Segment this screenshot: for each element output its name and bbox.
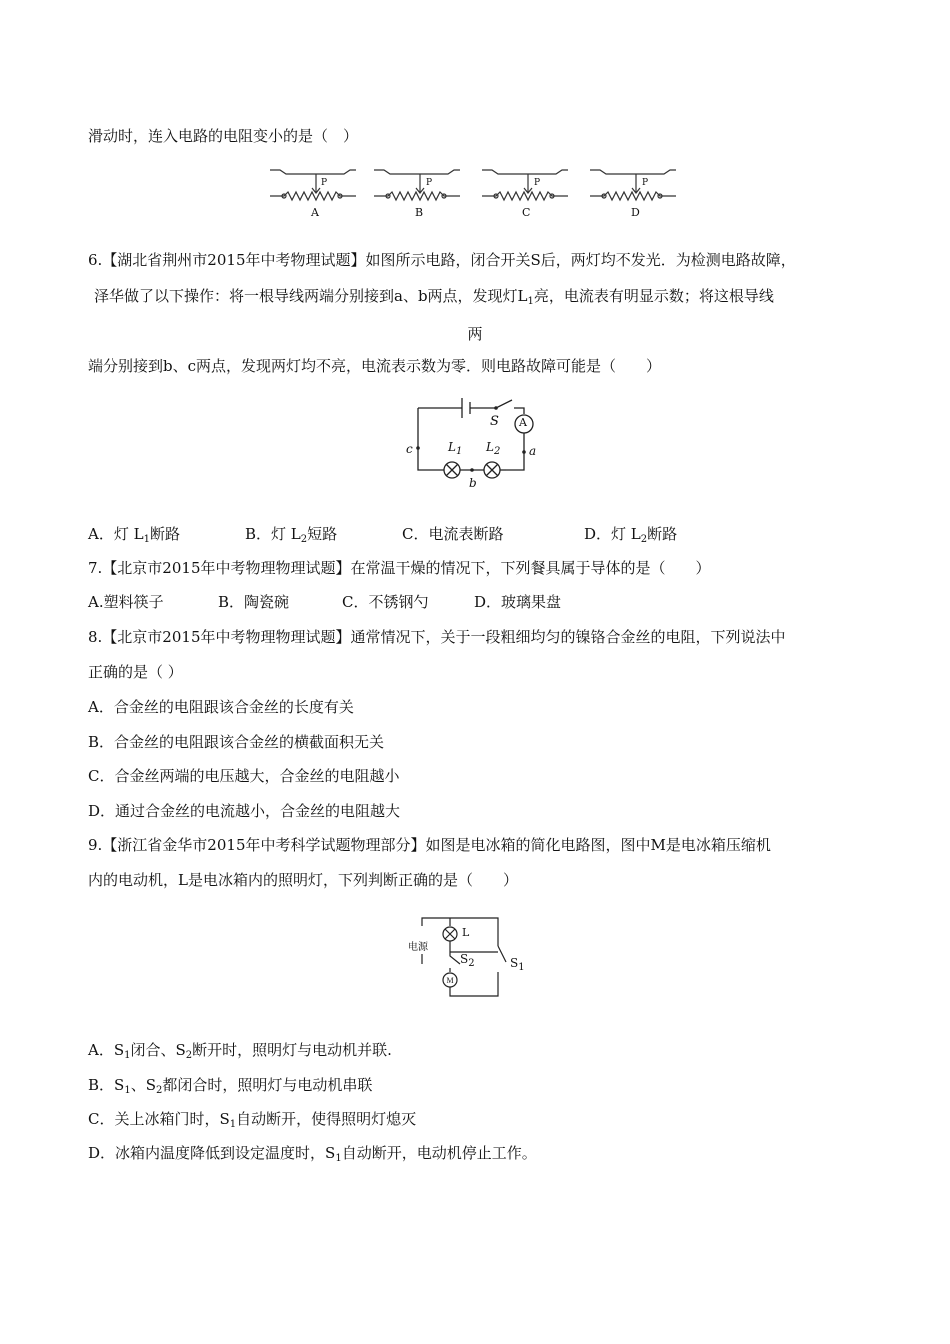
fig-label-b: B [415, 206, 424, 219]
q6-line1: 6.【湖北省荆州市2015年中考物理试题】如图所示电路，闭合开关S后，两灯均不发光．为检测电路故障， [88, 251, 796, 269]
q7-option-b: B．陶瓷碗 [218, 593, 290, 611]
q6-options [88, 524, 677, 544]
switch-s1-label: $S_1$ [510, 956, 525, 973]
q8-option-d: D．通过合金丝的电流越小，合金丝的电阻越大 [88, 802, 401, 820]
ammeter-label: A [519, 416, 527, 429]
q9-option-b: B．$S_1$、$S_2$都闭合时，照明灯与电动机串联 [88, 1076, 373, 1096]
fig-label-a: A [311, 206, 319, 219]
q7-option-a: A.塑料筷子 [88, 593, 164, 611]
q6-line3: 两 [467, 325, 483, 343]
q7-option-c: C．不锈钢勺 [342, 593, 429, 611]
q7-option-d: D．玻璃果盘 [474, 593, 562, 611]
q9-line2: 内的电动机，L是电冰箱内的照明灯，下列判断正确的是（ ） [88, 871, 518, 889]
q9-line1: 9.【浙江省金华市2015年中考科学试题物理部分】如图是电冰箱的简化电路图，图中M是电冰箱压缩机 [88, 836, 771, 854]
fig-label-d: D [631, 206, 640, 219]
q7-options [88, 592, 561, 612]
q9-option-d: D．冰箱内温度降低到设定温度时，$S_1$自动断开，电动机停止工作。 [88, 1144, 537, 1164]
lamp-l2-label: $L_2$ [486, 440, 501, 457]
lamp-l-label: L [462, 926, 470, 939]
slider-label: P [321, 178, 328, 188]
q5-stem: 滑动时，连入电路的电阻变小的是（ ） [88, 127, 359, 145]
point-c-label: c [406, 442, 413, 456]
q6-line4: 端分别接到b、c两点，发现两灯均不亮，电流表示数为零．则电路故障可能是（ ） [88, 357, 662, 375]
q6-option-c: C．电流表断路 [402, 525, 504, 543]
q8-line1: 8.【北京市2015年中考物理物理试题】通常情况下，关于一段粗细均匀的镍铬合金丝的电阻，下列说法中 [88, 628, 786, 646]
q7-stem: 7.【北京市2015年中考物理物理试题】在常温干燥的情况下，下列餐具属于导体的是（ ） [88, 559, 711, 577]
q8-line2: 正确的是（ ） [88, 663, 183, 681]
q8-option-c: C．合金丝两端的电压越大，合金丝的电阻越小 [88, 767, 400, 785]
slider-label: P [426, 178, 433, 188]
point-a-label: a [529, 444, 537, 458]
slider-label: P [534, 178, 541, 188]
q6-option-b: B．灯 $L_2$短路 [245, 525, 338, 545]
q6-option-a: A．灯 $L_1$断路 [88, 525, 180, 545]
lamp-l1-label: $L_1$ [448, 440, 463, 457]
q8-option-a: A．合金丝的电阻跟该合金丝的长度有关 [88, 698, 354, 716]
motor-label: M [446, 976, 454, 985]
switch-label: S [490, 414, 499, 429]
q8-option-b: B．合金丝的电阻跟该合金丝的横截面积无关 [88, 733, 385, 751]
q9-option-c: C．关上冰箱门时，$S_1$自动断开，使得照明灯熄灭 [88, 1110, 417, 1130]
slider-label: P [642, 178, 649, 188]
point-b-label: b [469, 476, 477, 490]
power-source-label: 电源 [408, 942, 428, 953]
q6-option-d: D．灯 $L_2$断路 [584, 525, 678, 545]
switch-s2-label: $S_2$ [460, 952, 475, 969]
q9-option-a: A．$S_1$闭合、$S_2$断开时，照明灯与电动机并联. [88, 1041, 392, 1061]
fig-label-c: C [522, 206, 531, 219]
q6-line2: 泽华做了以下操作：将一根导线两端分别接到a、b两点，发现灯$L_1$亮，电流表有明显示数；将这根导线 [94, 287, 774, 307]
